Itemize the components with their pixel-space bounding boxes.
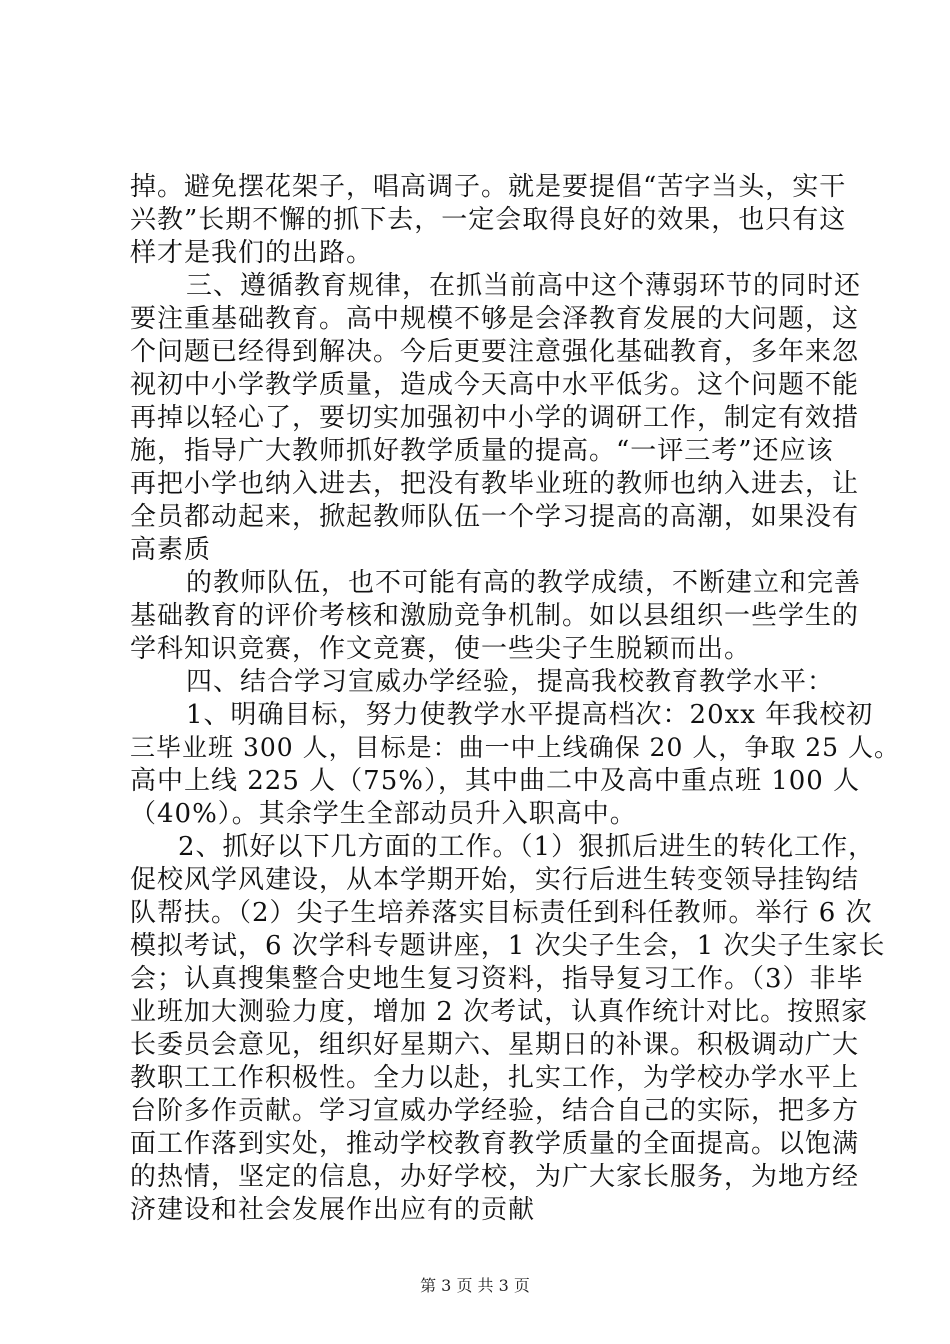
text-line: 要注重基础教育。高中规模不够是会泽教育发展的大问题，这 — [130, 304, 860, 334]
text-line: 再掉以轻心了，要切实加强初中小学的调研工作，制定有效措 — [130, 403, 860, 433]
text-line: 三、遵循教育规律，在抓当前高中这个薄弱环节的同时还 — [186, 271, 862, 301]
text-line: 长委员会意见，组织好星期六、星期日的补课。积极调动广大 — [130, 1030, 860, 1060]
page-number-footer: 第 3 页 共 3 页 — [420, 1276, 530, 1295]
text-line: 促校风学风建设，从本学期开始，实行后进生转变领导挂钩结 — [130, 865, 860, 895]
text-line: 1、明确目标，努力使教学水平提高档次：20xx 年我校初 — [186, 700, 874, 730]
text-line: 掉。避免摆花架子，唱高调子。就是要提倡“苦字当头，实干 — [130, 172, 847, 202]
text-line: 全员都动起来，掀起教师队伍一个学习提高的高潮，如果没有 — [130, 502, 860, 532]
text-line: 会；认真搜集整合史地生复习资料，指导复习工作。（3）非毕 — [130, 964, 864, 994]
text-line: 施，指导广大教师抓好教学质量的提高。“一评三考”还应该 — [130, 436, 834, 466]
text-line: 面工作落到实处，推动学校教育教学质量的全面提高。以饱满 — [130, 1129, 860, 1159]
text-line: 2、抓好以下几方面的工作。（1）狠抓后进生的转化工作， — [178, 832, 876, 862]
text-line: 台阶多作贡献。学习宣威办学经验，结合自己的实际，把多方 — [130, 1096, 860, 1126]
text-line: 的教师队伍，也不可能有高的教学成绩，不断建立和完善 — [186, 568, 862, 598]
text-line: 基础教育的评价考核和激励竞争机制。如以县组织一些学生的 — [130, 601, 860, 631]
text-line: 学科知识竞赛，作文竞赛，使一些尖子生脱颖而出。 — [130, 634, 752, 664]
text-line: 业班加大测验力度，增加 2 次考试，认真作统计对比。按照家 — [130, 997, 869, 1027]
text-line: 教职工工作积极性。全力以赴，扎实工作，为学校办学水平上 — [130, 1063, 860, 1093]
text-line: 个问题已经得到解决。今后更要注意强化基础教育，多年来忽 — [130, 337, 860, 367]
text-line: 样才是我们的出路。 — [130, 238, 374, 268]
text-line: 模拟考试，6 次学科专题讲座，1 次尖子生会，1 次尖子生家长 — [130, 931, 886, 961]
text-line: 队帮扶。（2）尖子生培养落实目标责任到科任教师。举行 6 次 — [130, 898, 873, 928]
text-line: 再把小学也纳入进去，把没有教毕业班的教师也纳入进去，让 — [130, 469, 860, 499]
text-line: 高素质 — [130, 535, 212, 565]
text-line: （40%）。其余学生全部动员升入职高中。 — [130, 799, 637, 829]
text-line: 视初中小学教学质量，造成今天高中水平低劣。这个问题不能 — [130, 370, 860, 400]
text-line: 济建设和社会发展作出应有的贡献 — [130, 1195, 536, 1225]
text-line: 三毕业班 300 人，目标是：曲一中上线确保 20 人，争取 25 人。 — [130, 733, 901, 762]
text-line: 兴教”长期不懈的抓下去，一定会取得良好的效果，也只有这 — [130, 205, 847, 235]
text-line: 四、结合学习宣威办学经验，提高我校教育教学水平： — [186, 667, 835, 697]
text-line: 的热情，坚定的信息，办好学校，为广大家长服务，为地方经 — [130, 1162, 860, 1192]
text-line: 高中上线 225 人（75%），其中曲二中及高中重点班 100 人 — [130, 766, 861, 796]
